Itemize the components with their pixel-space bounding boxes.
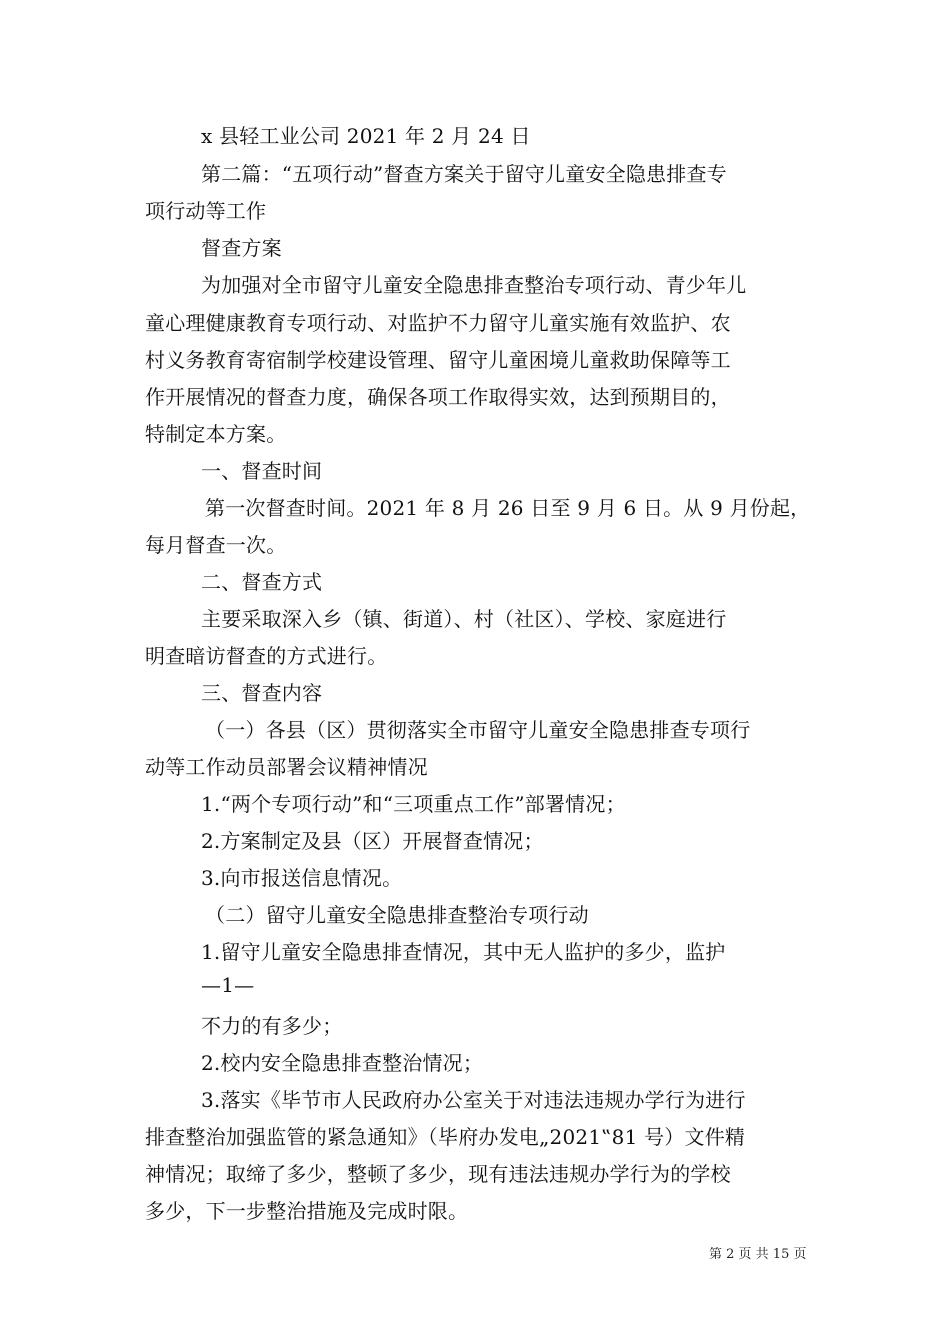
date-line: x 县轻工业公司 2021 年 2 月 24 日 <box>201 124 531 148</box>
body-line: （一）各县（区）贯彻落实全市留守儿童安全隐患排查专项行 <box>205 718 751 742</box>
body-line: 作开展情况的督查力度，确保各项工作取得实效，达到预期目的， <box>145 385 731 409</box>
body-line: 不力的有多少； <box>201 1014 343 1038</box>
body-line: 特制定本方案。 <box>145 422 287 446</box>
body-line: 每月督查一次。 <box>145 533 287 557</box>
body-line: 村义务教育寄宿制学校建设管理、留守儿童困境儿童救助保障等工 <box>145 348 731 372</box>
body-line: 为加强对全市留守儿童安全隐患排查整治专项行动、青少年儿 <box>201 273 747 297</box>
list-item: 1.留守儿童安全隐患排查情况，其中无人监护的多少，监护 <box>201 940 726 964</box>
heading-method: 二、督查方式 <box>201 570 323 594</box>
body-line: 排查整治加强监管的紧急通知》（毕府办发电„2021‟81 号）文件精 <box>145 1125 746 1149</box>
list-item: 3.落实《毕节市人民政府办公室关于对违法违规办学行为进行 <box>201 1088 746 1112</box>
page-separator: —1— <box>201 973 255 997</box>
subheading: （二）留守儿童安全隐患排查整治专项行动 <box>205 903 589 927</box>
body-line: 童心理健康教育专项行动、对监护不力留守儿童实施有效监护、农 <box>145 311 731 335</box>
body-line: 明查暗访督查的方式进行。 <box>145 644 388 668</box>
list-item: 2.校内安全隐患排查整治情况； <box>201 1051 484 1075</box>
list-item: 2.方案制定及县（区）开展督查情况； <box>201 829 544 853</box>
page-number-footer: 第 2 页 共 15 页 <box>709 1247 807 1262</box>
body-line: 多少，下一步整治措施及完成时限。 <box>145 1199 469 1223</box>
body-line: 第一次督查时间。2021 年 8 月 26 日至 9 月 6 日。从 9 月份起， <box>205 496 811 520</box>
body-line: 动等工作动员部署会议精神情况 <box>145 755 428 779</box>
list-item: 1.“两个专项行动”和“三项重点工作”部署情况； <box>201 792 626 816</box>
heading-time: 一、督查时间 <box>201 459 323 483</box>
section-title-line-2: 项行动等工作 <box>145 199 267 223</box>
heading-content: 三、督查内容 <box>201 681 323 705</box>
section-title-line-1: 第二篇：“五项行动”督查方案关于留守儿童安全隐患排查专 <box>201 162 727 186</box>
body-line: 主要采取深入乡（镇、街道）、村（社区）、学校、家庭进行 <box>201 607 727 631</box>
list-item: 3.向市报送信息情况。 <box>201 866 403 890</box>
body-line: 神情况；取缔了多少，整顿了多少，现有违法违规办学行为的学校 <box>145 1162 731 1186</box>
plan-title: 督查方案 <box>201 236 282 260</box>
